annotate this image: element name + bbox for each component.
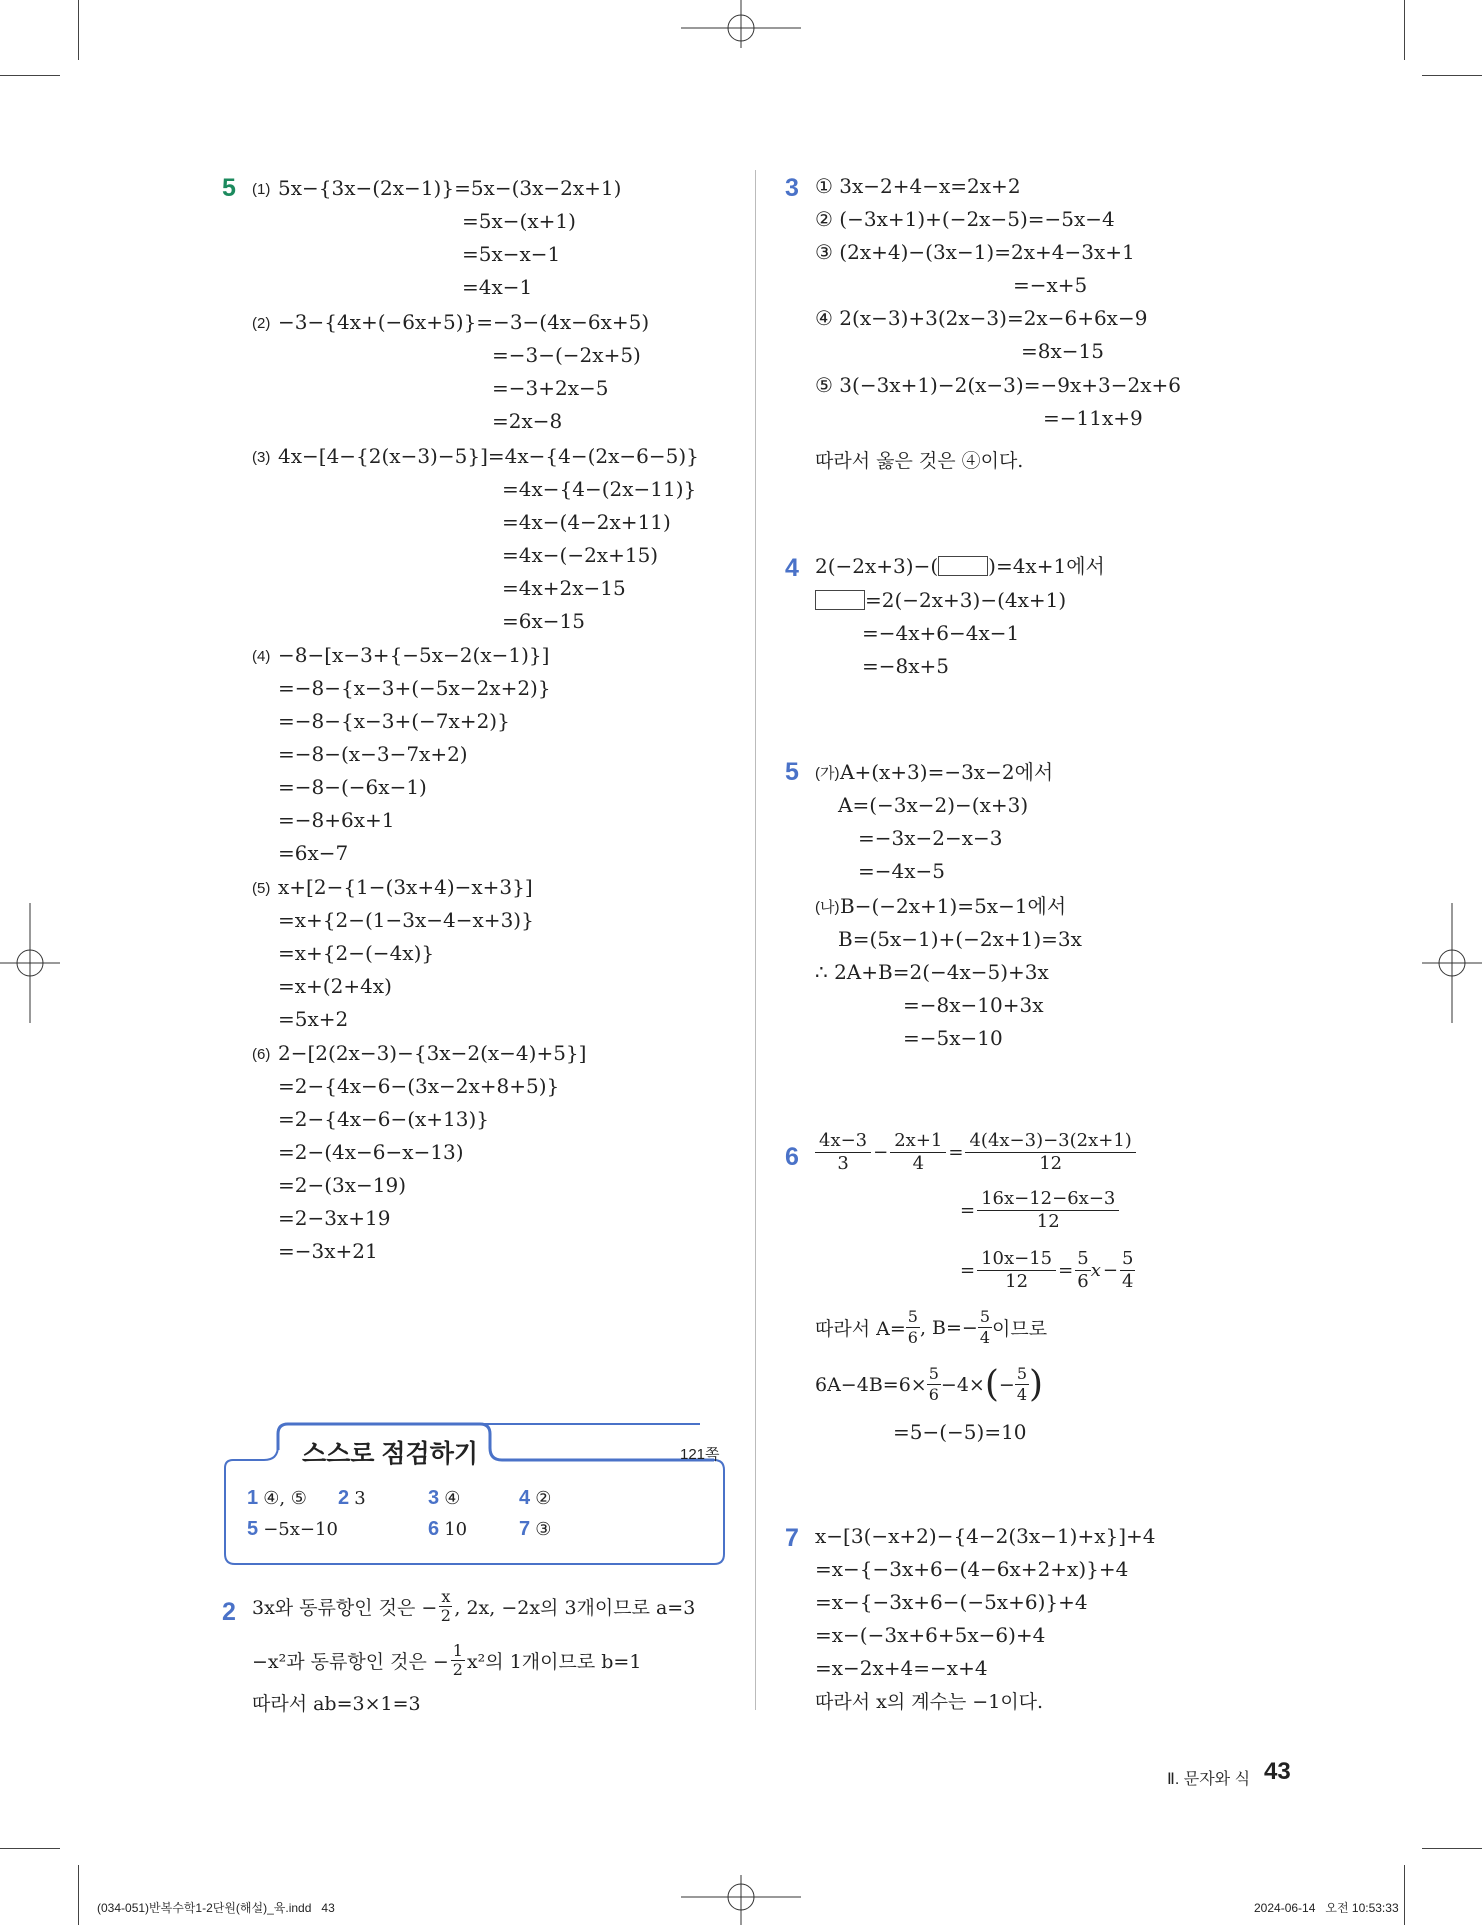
sub-label: (2) [252, 315, 271, 332]
page-number: 43 [1264, 1758, 1291, 1785]
math-line: =4x+2x−15 [502, 576, 626, 600]
math-line: ② (−3x+1)+(−2x−5)=−5x−4 [815, 207, 1115, 231]
math-line: A+(x+3)=−3x−2에서 [840, 760, 1054, 784]
math-line: =2−(3x−19) [278, 1173, 407, 1197]
problem-number: 5 [785, 758, 799, 786]
math-line: 2(−2x+3)−( )=4x+1에서 [815, 554, 1105, 578]
math-line: ④ 2(x−3)+3(2x−3)=2x−6+6x−9 [815, 306, 1148, 330]
fraction-equation: = $\frac{16x-12-6x-3}{12}$ [960, 1188, 1119, 1233]
math-line: =4x−{4−(2x−11)} [502, 477, 697, 501]
math-line: =6x−15 [502, 609, 585, 633]
registration-mark-bottom [681, 1875, 801, 1925]
math-line: B−(−2x+1)=5x−1에서 [840, 894, 1067, 918]
blank-box [815, 590, 865, 610]
problem-number: 7 [785, 1524, 799, 1552]
math-line: =8x−15 [1021, 339, 1104, 363]
problem-number: 4 [785, 554, 799, 582]
solution-line: 3x와 동류항인 것은 − $\frac{x}{2}$ , 2x, −2x의 3개이므로 a=3 [252, 1587, 696, 1625]
conclusion-line: 따라서 x의 계수는 −1이다. [815, 1691, 1044, 1713]
math-line: ③ (2x+4)−(3x−1)=2x+4−3x+1 [815, 240, 1135, 264]
solution-line: −x²과 동류항인 것은 − $\frac{1}{2}$ x²의 1개이므로 b=1 [252, 1641, 642, 1679]
solution-line: 따라서 ab=3×1=3 [252, 1693, 421, 1715]
registration-mark-right [1422, 903, 1482, 1023]
calculation-line: 6A−4B=6× $\frac{5}{6}$ −4× ( − $\frac{5}{4}$ ) [815, 1363, 1044, 1405]
math-line: =x−{−3x+6−(4−6x+2+x)}+4 [815, 1557, 1129, 1581]
crop-mark [78, 1865, 79, 1925]
math-line: =2−(4x−6−x−13) [278, 1140, 464, 1164]
problem-number: 6 [785, 1143, 799, 1171]
math-line: 2−[2(2x−3)−{3x−2(x−4)+5}] [278, 1041, 587, 1065]
math-line: =−3x+21 [278, 1239, 378, 1263]
math-line: =x−2x+4=−x+4 [815, 1656, 988, 1680]
answer-item: 4 ② [519, 1487, 552, 1509]
math-line: ① 3x−2+4−x=2x+2 [815, 174, 1021, 198]
math-line: =−8−(−6x−1) [278, 775, 427, 799]
answer-item: 7 ③ [519, 1518, 552, 1540]
math-line: =−8+6x+1 [278, 808, 395, 832]
answer-item: 3 ④ [428, 1487, 461, 1509]
math-line: =−8−{x−3+(−7x+2)} [278, 709, 510, 733]
math-line: B=(5x−1)+(−2x+1)=3x [838, 927, 1082, 951]
math-line: =−3+2x−5 [492, 376, 609, 400]
conclusion-line: 따라서 옳은 것은 ④이다. [815, 450, 1024, 472]
math-line: =−8x+5 [862, 654, 950, 678]
print-file-label: (034-051)반복수학1-2단원(해설)_육.indd 43 [97, 1901, 335, 1915]
math-line: =−3x−2−x−3 [858, 826, 1003, 850]
math-line: =x−{−3x+6−(−5x+6)}+4 [815, 1590, 1088, 1614]
crop-mark [1404, 0, 1405, 60]
math-line: 5x−{3x−(2x−1)}=5x−(3x−2x+1) [278, 176, 622, 200]
math-line: =−3−(−2x+5) [492, 343, 641, 367]
crop-mark [1404, 1865, 1405, 1925]
math-line: x+[2−{1−(3x+4)−x+3}] [278, 875, 533, 899]
crop-mark [78, 0, 79, 60]
crop-mark [1422, 75, 1482, 76]
math-line: −3−{4x+(−6x+5)}=−3−(4x−6x+5) [278, 310, 650, 334]
fraction-equation: 4x−3 3 − $\frac{2x+1}{4}$ = $\frac{4(4x-3)-3(2x+1)}{12}$ [815, 1130, 1136, 1175]
column-divider [755, 170, 756, 1710]
sub-label: (4) [252, 648, 271, 665]
sub-label: (나) [815, 899, 840, 916]
math-line: =−8−{x−3+(−5x−2x+2)} [278, 676, 551, 700]
sub-label: (5) [252, 880, 271, 897]
math-line: =−4x−5 [858, 859, 946, 883]
blank-box [938, 556, 988, 576]
self-check-title: 스스로 점검하기 [302, 1440, 478, 1468]
crop-mark [1422, 1848, 1482, 1849]
registration-mark-left [0, 903, 60, 1023]
answer-item: 5 −5x−10 [247, 1518, 338, 1540]
math-line: =5x−(x+1) [462, 209, 576, 233]
math-line: 4x−[4−{2(x−3)−5}]=4x−{4−(2x−6−5)} [278, 444, 699, 468]
math-line: =2(−2x+3)−(4x+1) [815, 588, 1066, 612]
math-line: =5x+2 [278, 1007, 349, 1031]
math-line: A=(−3x−2)−(x+3) [838, 793, 1029, 817]
sub-label: (6) [252, 1046, 271, 1063]
math-line: =5−(−5)=10 [893, 1420, 1027, 1444]
math-line: =x+{2−(−4x)} [278, 941, 435, 965]
fraction-equation: = $\frac{10x-15}{12}$ = $\frac{5}{6}$ x − $\frac{5}{4}$ [960, 1248, 1134, 1292]
math-line: =4x−(−2x+15) [502, 543, 659, 567]
math-line: ∴ 2A+B=2(−4x−5)+3x [815, 960, 1049, 984]
print-timestamp: 2024-06-14 오전 10:53:33 [1254, 1901, 1399, 1915]
math-line: −8−[x−3+{−5x−2(x−1)}] [278, 643, 550, 667]
sub-label: (가) [815, 765, 840, 782]
sub-label: (3) [252, 449, 271, 466]
answer-item: 1 ④, ⑤ [247, 1487, 307, 1509]
crop-mark [0, 1848, 60, 1849]
problem-number: 3 [785, 174, 799, 202]
math-line: =−11x+9 [1043, 406, 1143, 430]
math-line: =2x−8 [492, 409, 563, 433]
math-line: =x+(2+4x) [278, 974, 392, 998]
math-line: =4x−(4−2x+11) [502, 510, 671, 534]
math-line: =−8−(x−3−7x+2) [278, 742, 468, 766]
answer-item: 2 3 [338, 1487, 366, 1509]
math-line: =2−{4x−6−(x+13)} [278, 1107, 490, 1131]
crop-mark [0, 75, 60, 76]
problem-number: 2 [222, 1598, 236, 1626]
math-line: =5x−x−1 [462, 242, 561, 266]
answer-item: 6 10 [428, 1518, 468, 1540]
math-line: =x+{2−(1−3x−4−x+3)} [278, 908, 534, 932]
problem-number: 5 [222, 174, 236, 202]
registration-mark-top [681, 0, 801, 50]
math-line: =2−3x+19 [278, 1206, 391, 1230]
math-line: =2−{4x−6−(3x−2x+8+5)} [278, 1074, 560, 1098]
math-line: =−8x−10+3x [903, 993, 1044, 1017]
section-label: Ⅱ. 문자와 식 [1167, 1771, 1251, 1788]
math-line: =4x−1 [462, 275, 533, 299]
math-line: =6x−7 [278, 841, 349, 865]
conclusion-line: 따라서 A= $\frac{5}{6}$ , B=− $\frac{5}{4}$ 이므로 [815, 1307, 1048, 1347]
math-line: x−[3(−x+2)−{4−2(3x−1)+x}]+4 [815, 1524, 1156, 1548]
math-line: ⑤ 3(−3x+1)−2(x−3)=−9x+3−2x+6 [815, 373, 1181, 397]
math-line: =−x+5 [1013, 273, 1088, 297]
math-line: =−4x+6−4x−1 [862, 621, 1020, 645]
math-line: =x−(−3x+6+5x−6)+4 [815, 1623, 1046, 1647]
self-check-page-ref: 121쪽 [680, 1446, 720, 1463]
sub-label: (1) [252, 181, 271, 198]
math-line: =−5x−10 [903, 1026, 1003, 1050]
